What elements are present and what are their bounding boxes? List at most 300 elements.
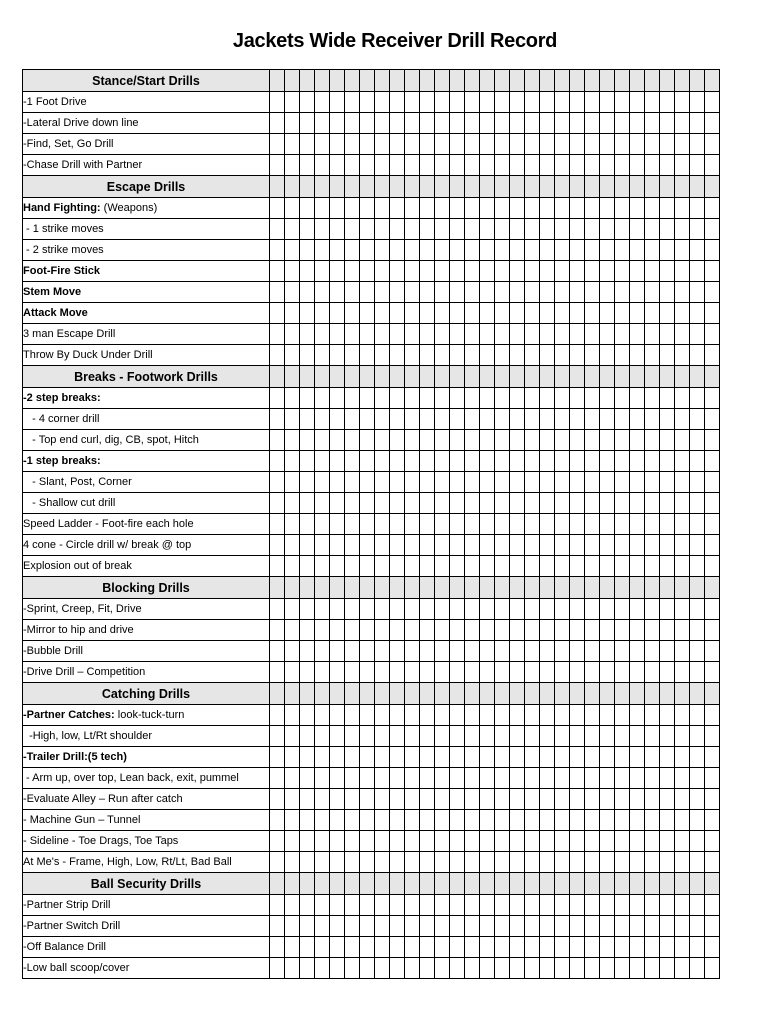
record-checkbox-cell[interactable] [510, 705, 525, 726]
record-checkbox-cell[interactable] [645, 958, 660, 979]
record-checkbox-cell[interactable] [480, 831, 495, 852]
record-checkbox-cell[interactable] [510, 472, 525, 493]
record-checkbox-cell[interactable] [495, 768, 510, 789]
record-checkbox-cell[interactable] [540, 282, 555, 303]
record-checkbox-cell[interactable] [450, 514, 465, 535]
record-checkbox-cell[interactable] [480, 430, 495, 451]
record-checkbox-cell[interactable] [690, 641, 705, 662]
record-checkbox-cell[interactable] [585, 514, 600, 535]
record-checkbox-cell[interactable] [345, 303, 360, 324]
record-checkbox-cell[interactable] [420, 789, 435, 810]
record-checkbox-cell[interactable] [435, 282, 450, 303]
record-checkbox-cell[interactable] [585, 345, 600, 366]
record-checkbox-cell[interactable] [600, 324, 615, 345]
record-checkbox-cell[interactable] [270, 514, 285, 535]
record-checkbox-cell[interactable] [285, 937, 300, 958]
record-checkbox-cell[interactable] [540, 219, 555, 240]
record-checkbox-cell[interactable] [525, 768, 540, 789]
record-checkbox-cell[interactable] [420, 92, 435, 113]
record-checkbox-cell[interactable] [540, 620, 555, 641]
record-checkbox-cell[interactable] [570, 916, 585, 937]
record-checkbox-cell[interactable] [480, 789, 495, 810]
record-checkbox-cell[interactable] [630, 113, 645, 134]
record-checkbox-cell[interactable] [495, 451, 510, 472]
record-checkbox-cell[interactable] [615, 958, 630, 979]
record-checkbox-cell[interactable] [375, 240, 390, 261]
record-checkbox-cell[interactable] [675, 324, 690, 345]
record-checkbox-cell[interactable] [315, 599, 330, 620]
record-checkbox-cell[interactable] [495, 155, 510, 176]
record-checkbox-cell[interactable] [465, 556, 480, 577]
record-checkbox-cell[interactable] [405, 493, 420, 514]
record-checkbox-cell[interactable] [600, 789, 615, 810]
record-checkbox-cell[interactable] [510, 514, 525, 535]
record-checkbox-cell[interactable] [600, 852, 615, 873]
record-checkbox-cell[interactable] [630, 282, 645, 303]
record-checkbox-cell[interactable] [300, 324, 315, 345]
record-checkbox-cell[interactable] [300, 747, 315, 768]
record-checkbox-cell[interactable] [300, 472, 315, 493]
record-checkbox-cell[interactable] [405, 852, 420, 873]
record-checkbox-cell[interactable] [555, 810, 570, 831]
record-checkbox-cell[interactable] [555, 324, 570, 345]
record-checkbox-cell[interactable] [420, 219, 435, 240]
record-checkbox-cell[interactable] [510, 282, 525, 303]
record-checkbox-cell[interactable] [645, 198, 660, 219]
record-checkbox-cell[interactable] [675, 198, 690, 219]
record-checkbox-cell[interactable] [525, 705, 540, 726]
record-checkbox-cell[interactable] [270, 261, 285, 282]
record-checkbox-cell[interactable] [405, 92, 420, 113]
record-checkbox-cell[interactable] [270, 113, 285, 134]
record-checkbox-cell[interactable] [510, 895, 525, 916]
record-checkbox-cell[interactable] [315, 831, 330, 852]
record-checkbox-cell[interactable] [285, 662, 300, 683]
record-checkbox-cell[interactable] [345, 409, 360, 430]
record-checkbox-cell[interactable] [495, 303, 510, 324]
record-checkbox-cell[interactable] [390, 705, 405, 726]
record-checkbox-cell[interactable] [375, 620, 390, 641]
record-checkbox-cell[interactable] [660, 789, 675, 810]
record-checkbox-cell[interactable] [705, 620, 720, 641]
record-checkbox-cell[interactable] [375, 113, 390, 134]
record-checkbox-cell[interactable] [690, 345, 705, 366]
record-checkbox-cell[interactable] [300, 768, 315, 789]
record-checkbox-cell[interactable] [405, 219, 420, 240]
record-checkbox-cell[interactable] [345, 599, 360, 620]
record-checkbox-cell[interactable] [360, 155, 375, 176]
record-checkbox-cell[interactable] [330, 198, 345, 219]
record-checkbox-cell[interactable] [390, 92, 405, 113]
record-checkbox-cell[interactable] [540, 852, 555, 873]
record-checkbox-cell[interactable] [495, 92, 510, 113]
record-checkbox-cell[interactable] [645, 535, 660, 556]
record-checkbox-cell[interactable] [690, 198, 705, 219]
record-checkbox-cell[interactable] [690, 282, 705, 303]
record-checkbox-cell[interactable] [390, 493, 405, 514]
record-checkbox-cell[interactable] [405, 810, 420, 831]
record-checkbox-cell[interactable] [300, 409, 315, 430]
record-checkbox-cell[interactable] [405, 240, 420, 261]
record-checkbox-cell[interactable] [345, 810, 360, 831]
record-checkbox-cell[interactable] [645, 261, 660, 282]
record-checkbox-cell[interactable] [525, 493, 540, 514]
record-checkbox-cell[interactable] [315, 303, 330, 324]
record-checkbox-cell[interactable] [345, 219, 360, 240]
record-checkbox-cell[interactable] [675, 937, 690, 958]
record-checkbox-cell[interactable] [360, 92, 375, 113]
record-checkbox-cell[interactable] [405, 937, 420, 958]
record-checkbox-cell[interactable] [570, 198, 585, 219]
record-checkbox-cell[interactable] [270, 451, 285, 472]
record-checkbox-cell[interactable] [480, 493, 495, 514]
record-checkbox-cell[interactable] [285, 789, 300, 810]
record-checkbox-cell[interactable] [645, 514, 660, 535]
record-checkbox-cell[interactable] [345, 198, 360, 219]
record-checkbox-cell[interactable] [660, 113, 675, 134]
record-checkbox-cell[interactable] [345, 261, 360, 282]
record-checkbox-cell[interactable] [345, 789, 360, 810]
record-checkbox-cell[interactable] [585, 134, 600, 155]
record-checkbox-cell[interactable] [705, 599, 720, 620]
record-checkbox-cell[interactable] [480, 282, 495, 303]
record-checkbox-cell[interactable] [570, 514, 585, 535]
record-checkbox-cell[interactable] [705, 451, 720, 472]
record-checkbox-cell[interactable] [570, 261, 585, 282]
record-checkbox-cell[interactable] [270, 472, 285, 493]
record-checkbox-cell[interactable] [360, 662, 375, 683]
record-checkbox-cell[interactable] [330, 134, 345, 155]
record-checkbox-cell[interactable] [690, 768, 705, 789]
record-checkbox-cell[interactable] [690, 620, 705, 641]
record-checkbox-cell[interactable] [315, 852, 330, 873]
record-checkbox-cell[interactable] [570, 937, 585, 958]
record-checkbox-cell[interactable] [285, 916, 300, 937]
record-checkbox-cell[interactable] [570, 155, 585, 176]
record-checkbox-cell[interactable] [690, 155, 705, 176]
record-checkbox-cell[interactable] [495, 831, 510, 852]
record-checkbox-cell[interactable] [675, 409, 690, 430]
record-checkbox-cell[interactable] [420, 430, 435, 451]
record-checkbox-cell[interactable] [480, 345, 495, 366]
record-checkbox-cell[interactable] [465, 662, 480, 683]
record-checkbox-cell[interactable] [420, 810, 435, 831]
record-checkbox-cell[interactable] [345, 662, 360, 683]
record-checkbox-cell[interactable] [300, 789, 315, 810]
record-checkbox-cell[interactable] [465, 92, 480, 113]
record-checkbox-cell[interactable] [690, 535, 705, 556]
record-checkbox-cell[interactable] [540, 514, 555, 535]
record-checkbox-cell[interactable] [405, 662, 420, 683]
record-checkbox-cell[interactable] [675, 726, 690, 747]
record-checkbox-cell[interactable] [420, 852, 435, 873]
record-checkbox-cell[interactable] [660, 303, 675, 324]
record-checkbox-cell[interactable] [315, 282, 330, 303]
record-checkbox-cell[interactable] [510, 620, 525, 641]
record-checkbox-cell[interactable] [540, 958, 555, 979]
record-checkbox-cell[interactable] [630, 641, 645, 662]
record-checkbox-cell[interactable] [345, 768, 360, 789]
record-checkbox-cell[interactable] [405, 514, 420, 535]
record-checkbox-cell[interactable] [330, 599, 345, 620]
record-checkbox-cell[interactable] [360, 472, 375, 493]
record-checkbox-cell[interactable] [495, 345, 510, 366]
record-checkbox-cell[interactable] [450, 240, 465, 261]
record-checkbox-cell[interactable] [315, 556, 330, 577]
record-checkbox-cell[interactable] [540, 388, 555, 409]
record-checkbox-cell[interactable] [390, 113, 405, 134]
record-checkbox-cell[interactable] [555, 831, 570, 852]
record-checkbox-cell[interactable] [405, 535, 420, 556]
record-checkbox-cell[interactable] [375, 514, 390, 535]
record-checkbox-cell[interactable] [705, 345, 720, 366]
record-checkbox-cell[interactable] [630, 535, 645, 556]
record-checkbox-cell[interactable] [420, 641, 435, 662]
record-checkbox-cell[interactable] [390, 219, 405, 240]
record-checkbox-cell[interactable] [450, 198, 465, 219]
record-checkbox-cell[interactable] [705, 261, 720, 282]
record-checkbox-cell[interactable] [360, 747, 375, 768]
record-checkbox-cell[interactable] [600, 916, 615, 937]
record-checkbox-cell[interactable] [345, 345, 360, 366]
record-checkbox-cell[interactable] [300, 895, 315, 916]
record-checkbox-cell[interactable] [660, 852, 675, 873]
record-checkbox-cell[interactable] [555, 789, 570, 810]
record-checkbox-cell[interactable] [585, 92, 600, 113]
record-checkbox-cell[interactable] [525, 895, 540, 916]
record-checkbox-cell[interactable] [390, 599, 405, 620]
record-checkbox-cell[interactable] [390, 620, 405, 641]
record-checkbox-cell[interactable] [390, 303, 405, 324]
record-checkbox-cell[interactable] [480, 916, 495, 937]
record-checkbox-cell[interactable] [450, 261, 465, 282]
record-checkbox-cell[interactable] [405, 726, 420, 747]
record-checkbox-cell[interactable] [705, 958, 720, 979]
record-checkbox-cell[interactable] [330, 726, 345, 747]
record-checkbox-cell[interactable] [495, 113, 510, 134]
record-checkbox-cell[interactable] [480, 747, 495, 768]
record-checkbox-cell[interactable] [540, 155, 555, 176]
record-checkbox-cell[interactable] [600, 726, 615, 747]
record-checkbox-cell[interactable] [675, 662, 690, 683]
record-checkbox-cell[interactable] [375, 662, 390, 683]
record-checkbox-cell[interactable] [315, 324, 330, 345]
record-checkbox-cell[interactable] [480, 726, 495, 747]
record-checkbox-cell[interactable] [495, 282, 510, 303]
record-checkbox-cell[interactable] [330, 219, 345, 240]
record-checkbox-cell[interactable] [690, 388, 705, 409]
record-checkbox-cell[interactable] [300, 641, 315, 662]
record-checkbox-cell[interactable] [510, 493, 525, 514]
record-checkbox-cell[interactable] [510, 240, 525, 261]
record-checkbox-cell[interactable] [345, 852, 360, 873]
record-checkbox-cell[interactable] [375, 493, 390, 514]
record-checkbox-cell[interactable] [375, 810, 390, 831]
record-checkbox-cell[interactable] [420, 705, 435, 726]
record-checkbox-cell[interactable] [600, 345, 615, 366]
record-checkbox-cell[interactable] [630, 155, 645, 176]
record-checkbox-cell[interactable] [435, 916, 450, 937]
record-checkbox-cell[interactable] [450, 958, 465, 979]
record-checkbox-cell[interactable] [525, 535, 540, 556]
record-checkbox-cell[interactable] [615, 641, 630, 662]
record-checkbox-cell[interactable] [570, 240, 585, 261]
record-checkbox-cell[interactable] [555, 219, 570, 240]
record-checkbox-cell[interactable] [690, 409, 705, 430]
record-checkbox-cell[interactable] [630, 620, 645, 641]
record-checkbox-cell[interactable] [510, 789, 525, 810]
record-checkbox-cell[interactable] [360, 493, 375, 514]
record-checkbox-cell[interactable] [315, 620, 330, 641]
record-checkbox-cell[interactable] [270, 240, 285, 261]
record-checkbox-cell[interactable] [420, 514, 435, 535]
record-checkbox-cell[interactable] [450, 92, 465, 113]
record-checkbox-cell[interactable] [420, 388, 435, 409]
record-checkbox-cell[interactable] [570, 451, 585, 472]
record-checkbox-cell[interactable] [600, 92, 615, 113]
record-checkbox-cell[interactable] [435, 92, 450, 113]
record-checkbox-cell[interactable] [615, 282, 630, 303]
record-checkbox-cell[interactable] [390, 556, 405, 577]
record-checkbox-cell[interactable] [645, 155, 660, 176]
record-checkbox-cell[interactable] [315, 409, 330, 430]
record-checkbox-cell[interactable] [450, 937, 465, 958]
record-checkbox-cell[interactable] [600, 768, 615, 789]
record-checkbox-cell[interactable] [345, 282, 360, 303]
record-checkbox-cell[interactable] [555, 535, 570, 556]
record-checkbox-cell[interactable] [585, 556, 600, 577]
record-checkbox-cell[interactable] [330, 556, 345, 577]
record-checkbox-cell[interactable] [300, 92, 315, 113]
record-checkbox-cell[interactable] [615, 324, 630, 345]
record-checkbox-cell[interactable] [675, 113, 690, 134]
record-checkbox-cell[interactable] [330, 92, 345, 113]
record-checkbox-cell[interactable] [555, 599, 570, 620]
record-checkbox-cell[interactable] [555, 388, 570, 409]
record-checkbox-cell[interactable] [465, 641, 480, 662]
record-checkbox-cell[interactable] [675, 345, 690, 366]
record-checkbox-cell[interactable] [660, 747, 675, 768]
record-checkbox-cell[interactable] [300, 852, 315, 873]
record-checkbox-cell[interactable] [525, 430, 540, 451]
record-checkbox-cell[interactable] [705, 92, 720, 113]
record-checkbox-cell[interactable] [390, 472, 405, 493]
record-checkbox-cell[interactable] [660, 958, 675, 979]
record-checkbox-cell[interactable] [495, 430, 510, 451]
record-checkbox-cell[interactable] [465, 324, 480, 345]
record-checkbox-cell[interactable] [405, 789, 420, 810]
record-checkbox-cell[interactable] [375, 409, 390, 430]
record-checkbox-cell[interactable] [315, 705, 330, 726]
record-checkbox-cell[interactable] [525, 345, 540, 366]
record-checkbox-cell[interactable] [630, 662, 645, 683]
record-checkbox-cell[interactable] [630, 303, 645, 324]
record-checkbox-cell[interactable] [510, 198, 525, 219]
record-checkbox-cell[interactable] [300, 303, 315, 324]
record-checkbox-cell[interactable] [330, 409, 345, 430]
record-checkbox-cell[interactable] [420, 134, 435, 155]
record-checkbox-cell[interactable] [660, 831, 675, 852]
record-checkbox-cell[interactable] [300, 916, 315, 937]
record-checkbox-cell[interactable] [555, 768, 570, 789]
record-checkbox-cell[interactable] [480, 240, 495, 261]
record-checkbox-cell[interactable] [555, 958, 570, 979]
record-checkbox-cell[interactable] [450, 768, 465, 789]
record-checkbox-cell[interactable] [495, 493, 510, 514]
record-checkbox-cell[interactable] [675, 535, 690, 556]
record-checkbox-cell[interactable] [705, 895, 720, 916]
record-checkbox-cell[interactable] [690, 599, 705, 620]
record-checkbox-cell[interactable] [330, 620, 345, 641]
record-checkbox-cell[interactable] [675, 219, 690, 240]
record-checkbox-cell[interactable] [270, 641, 285, 662]
record-checkbox-cell[interactable] [660, 92, 675, 113]
record-checkbox-cell[interactable] [420, 345, 435, 366]
record-checkbox-cell[interactable] [300, 493, 315, 514]
record-checkbox-cell[interactable] [330, 113, 345, 134]
record-checkbox-cell[interactable] [495, 388, 510, 409]
record-checkbox-cell[interactable] [435, 768, 450, 789]
record-checkbox-cell[interactable] [300, 726, 315, 747]
record-checkbox-cell[interactable] [375, 852, 390, 873]
record-checkbox-cell[interactable] [570, 747, 585, 768]
record-checkbox-cell[interactable] [495, 219, 510, 240]
record-checkbox-cell[interactable] [435, 472, 450, 493]
record-checkbox-cell[interactable] [525, 937, 540, 958]
record-checkbox-cell[interactable] [615, 916, 630, 937]
record-checkbox-cell[interactable] [645, 324, 660, 345]
record-checkbox-cell[interactable] [285, 726, 300, 747]
record-checkbox-cell[interactable] [705, 789, 720, 810]
record-checkbox-cell[interactable] [300, 535, 315, 556]
record-checkbox-cell[interactable] [555, 895, 570, 916]
record-checkbox-cell[interactable] [675, 810, 690, 831]
record-checkbox-cell[interactable] [525, 916, 540, 937]
record-checkbox-cell[interactable] [450, 282, 465, 303]
record-checkbox-cell[interactable] [405, 451, 420, 472]
record-checkbox-cell[interactable] [585, 599, 600, 620]
record-checkbox-cell[interactable] [405, 895, 420, 916]
record-checkbox-cell[interactable] [270, 92, 285, 113]
record-checkbox-cell[interactable] [615, 240, 630, 261]
record-checkbox-cell[interactable] [675, 831, 690, 852]
record-checkbox-cell[interactable] [555, 514, 570, 535]
record-checkbox-cell[interactable] [375, 198, 390, 219]
record-checkbox-cell[interactable] [510, 388, 525, 409]
record-checkbox-cell[interactable] [690, 705, 705, 726]
record-checkbox-cell[interactable] [270, 916, 285, 937]
record-checkbox-cell[interactable] [345, 620, 360, 641]
record-checkbox-cell[interactable] [285, 768, 300, 789]
record-checkbox-cell[interactable] [435, 789, 450, 810]
record-checkbox-cell[interactable] [330, 768, 345, 789]
record-checkbox-cell[interactable] [555, 92, 570, 113]
record-checkbox-cell[interactable] [420, 303, 435, 324]
record-checkbox-cell[interactable] [300, 430, 315, 451]
record-checkbox-cell[interactable] [540, 324, 555, 345]
record-checkbox-cell[interactable] [600, 599, 615, 620]
record-checkbox-cell[interactable] [540, 345, 555, 366]
record-checkbox-cell[interactable] [480, 958, 495, 979]
record-checkbox-cell[interactable] [435, 198, 450, 219]
record-checkbox-cell[interactable] [570, 493, 585, 514]
record-checkbox-cell[interactable] [270, 958, 285, 979]
record-checkbox-cell[interactable] [510, 958, 525, 979]
record-checkbox-cell[interactable] [480, 895, 495, 916]
record-checkbox-cell[interactable] [555, 726, 570, 747]
record-checkbox-cell[interactable] [465, 198, 480, 219]
record-checkbox-cell[interactable] [465, 388, 480, 409]
